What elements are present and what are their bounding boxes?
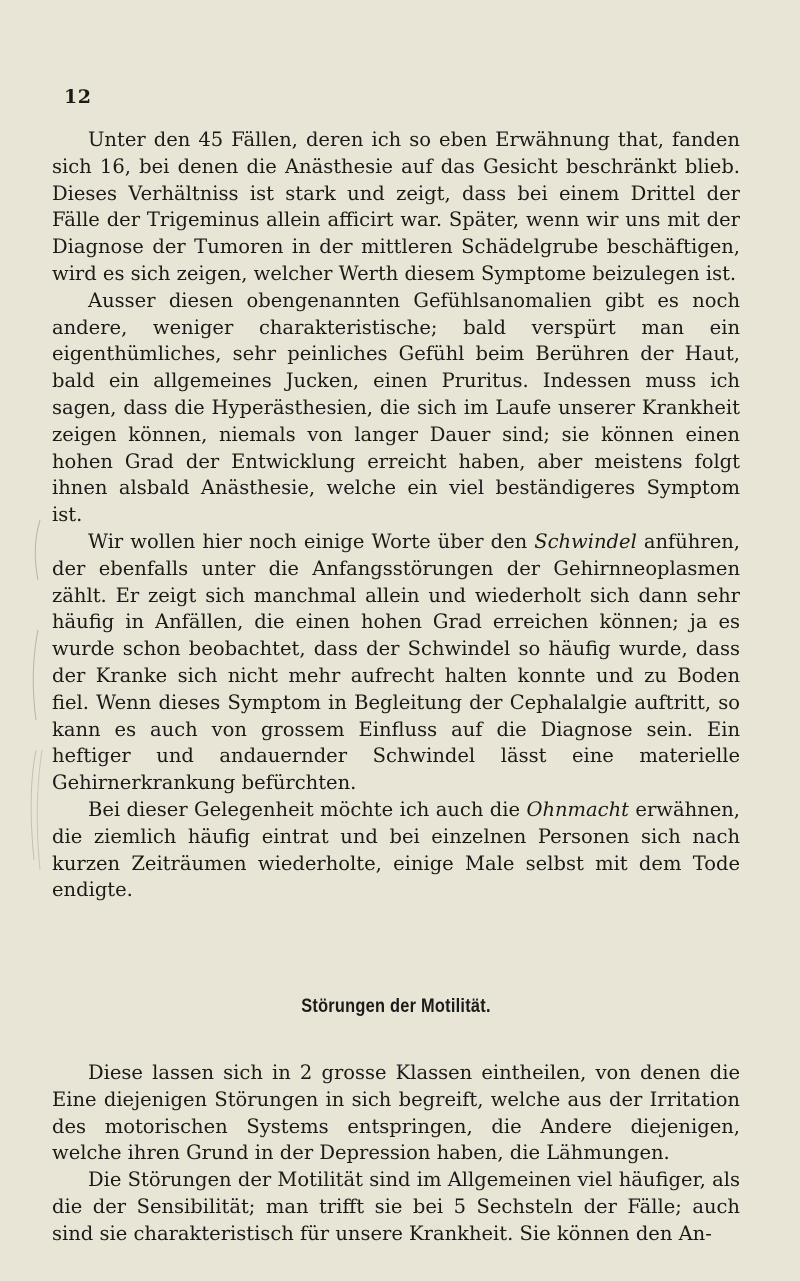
margin-scan-marks — [24, 520, 48, 1040]
paragraph-text: anführen, der ebenfalls unter die Anfangsstörungen der Gehirnneoplasmen zählt. Er zeigt sich manchmal allein und wiederholt sich dann sehr häufig in Anfällen, die einen hohen Grad erreichen können; ja es wurde schon beobachtet, dass der Schwindel so häufig wurde, dass der Kranke sich nicht mehr aufrecht halten konnte und zu Boden fiel. Wenn dieses Symptom in Begleitung der Cephalalgie auftritt, so kann es auch von grossem Einfluss auf die Diagnose sein. Ein heftiger und andauernder Schwindel lässt eine materielle Gehirnerkrankung befürchten. — [52, 529, 740, 795]
body-text-before-heading — [52, 127, 740, 904]
paragraph-text: Wir wollen hier noch einige Worte über den — [88, 529, 535, 553]
paragraph-two-classes: Diese lassen sich in 2 grosse Klassen eintheilen, von denen die Eine diejenigen Störungen in sich begreift, welche aus der Irritation des motorischen Systems entspringen, die Andere diejenigen, welche ihren Grund in der Depression haben, die Lähmungen. — [52, 1061, 740, 1165]
paragraph-ohnmacht — [52, 797, 740, 904]
paragraph-text: Bei dieser Gelegenheit möchte ich auch die — [88, 797, 527, 821]
paragraph-hyperaesthesia: Ausser diesen obengenannten Gefühlsanomalien gibt es noch andere, weniger charakteristische; bald verspürt man ein eigenthümliches, sehr peinliches Gefühl beim Berühren der Haut, bald ein allgemeines Jucken, einen Pruritus. Indessen muss ich sagen, dass die Hyperästhesien, die sich im Laufe unserer Krankheit zeigen können, niemals von langer Dauer sind; sie können einen hohen Grad der Entwicklung erreicht haben, aber meistens folgt ihnen alsbald Anästhesie, welche ein viel beständigeres Symptom ist. — [52, 288, 740, 527]
paragraph-text: erwähnen, die ziemlich häufig eintrat und bei einzelnen Personen sich nach kurzen Zeiträumen wiederholte, einige Male selbst mit dem Tode endigte. — [52, 797, 740, 902]
paragraph-schwindel — [52, 529, 740, 797]
section-heading: Störungen der Motilität. — [301, 996, 491, 1017]
paragraph-motility-frequency: Die Störungen der Motilität sind im Allgemeinen viel häufiger, als die der Sensibilität; man trifft sie bei 5 Sechsteln der Fälle; auch sind sie charakteristisch für unsere Krankheit. Sie können den An- — [52, 1168, 740, 1245]
emphasis-term: Schwindel — [534, 529, 637, 553]
body-text-after-heading — [52, 1060, 740, 1248]
emphasis-term: Ohnmacht — [526, 797, 629, 821]
page-number: 12 — [64, 86, 92, 108]
paragraph-anaesthesia-cases: Unter den 45 Fällen, deren ich so eben Erwähnung that, fanden sich 16, bei denen die Anästhesie auf das Gesicht beschränkt blieb. Dieses Verhältniss ist stark und zeigt, dass bei einem Drittel der Fälle der Trigeminus allein afficirt war. Später, wenn wir uns mit der Diagnose der Tumoren in der mittleren Schädelgrube beschäftigen, wird es sich zeigen, welcher Werth diesem Symptome beizulegen ist. — [52, 128, 740, 285]
